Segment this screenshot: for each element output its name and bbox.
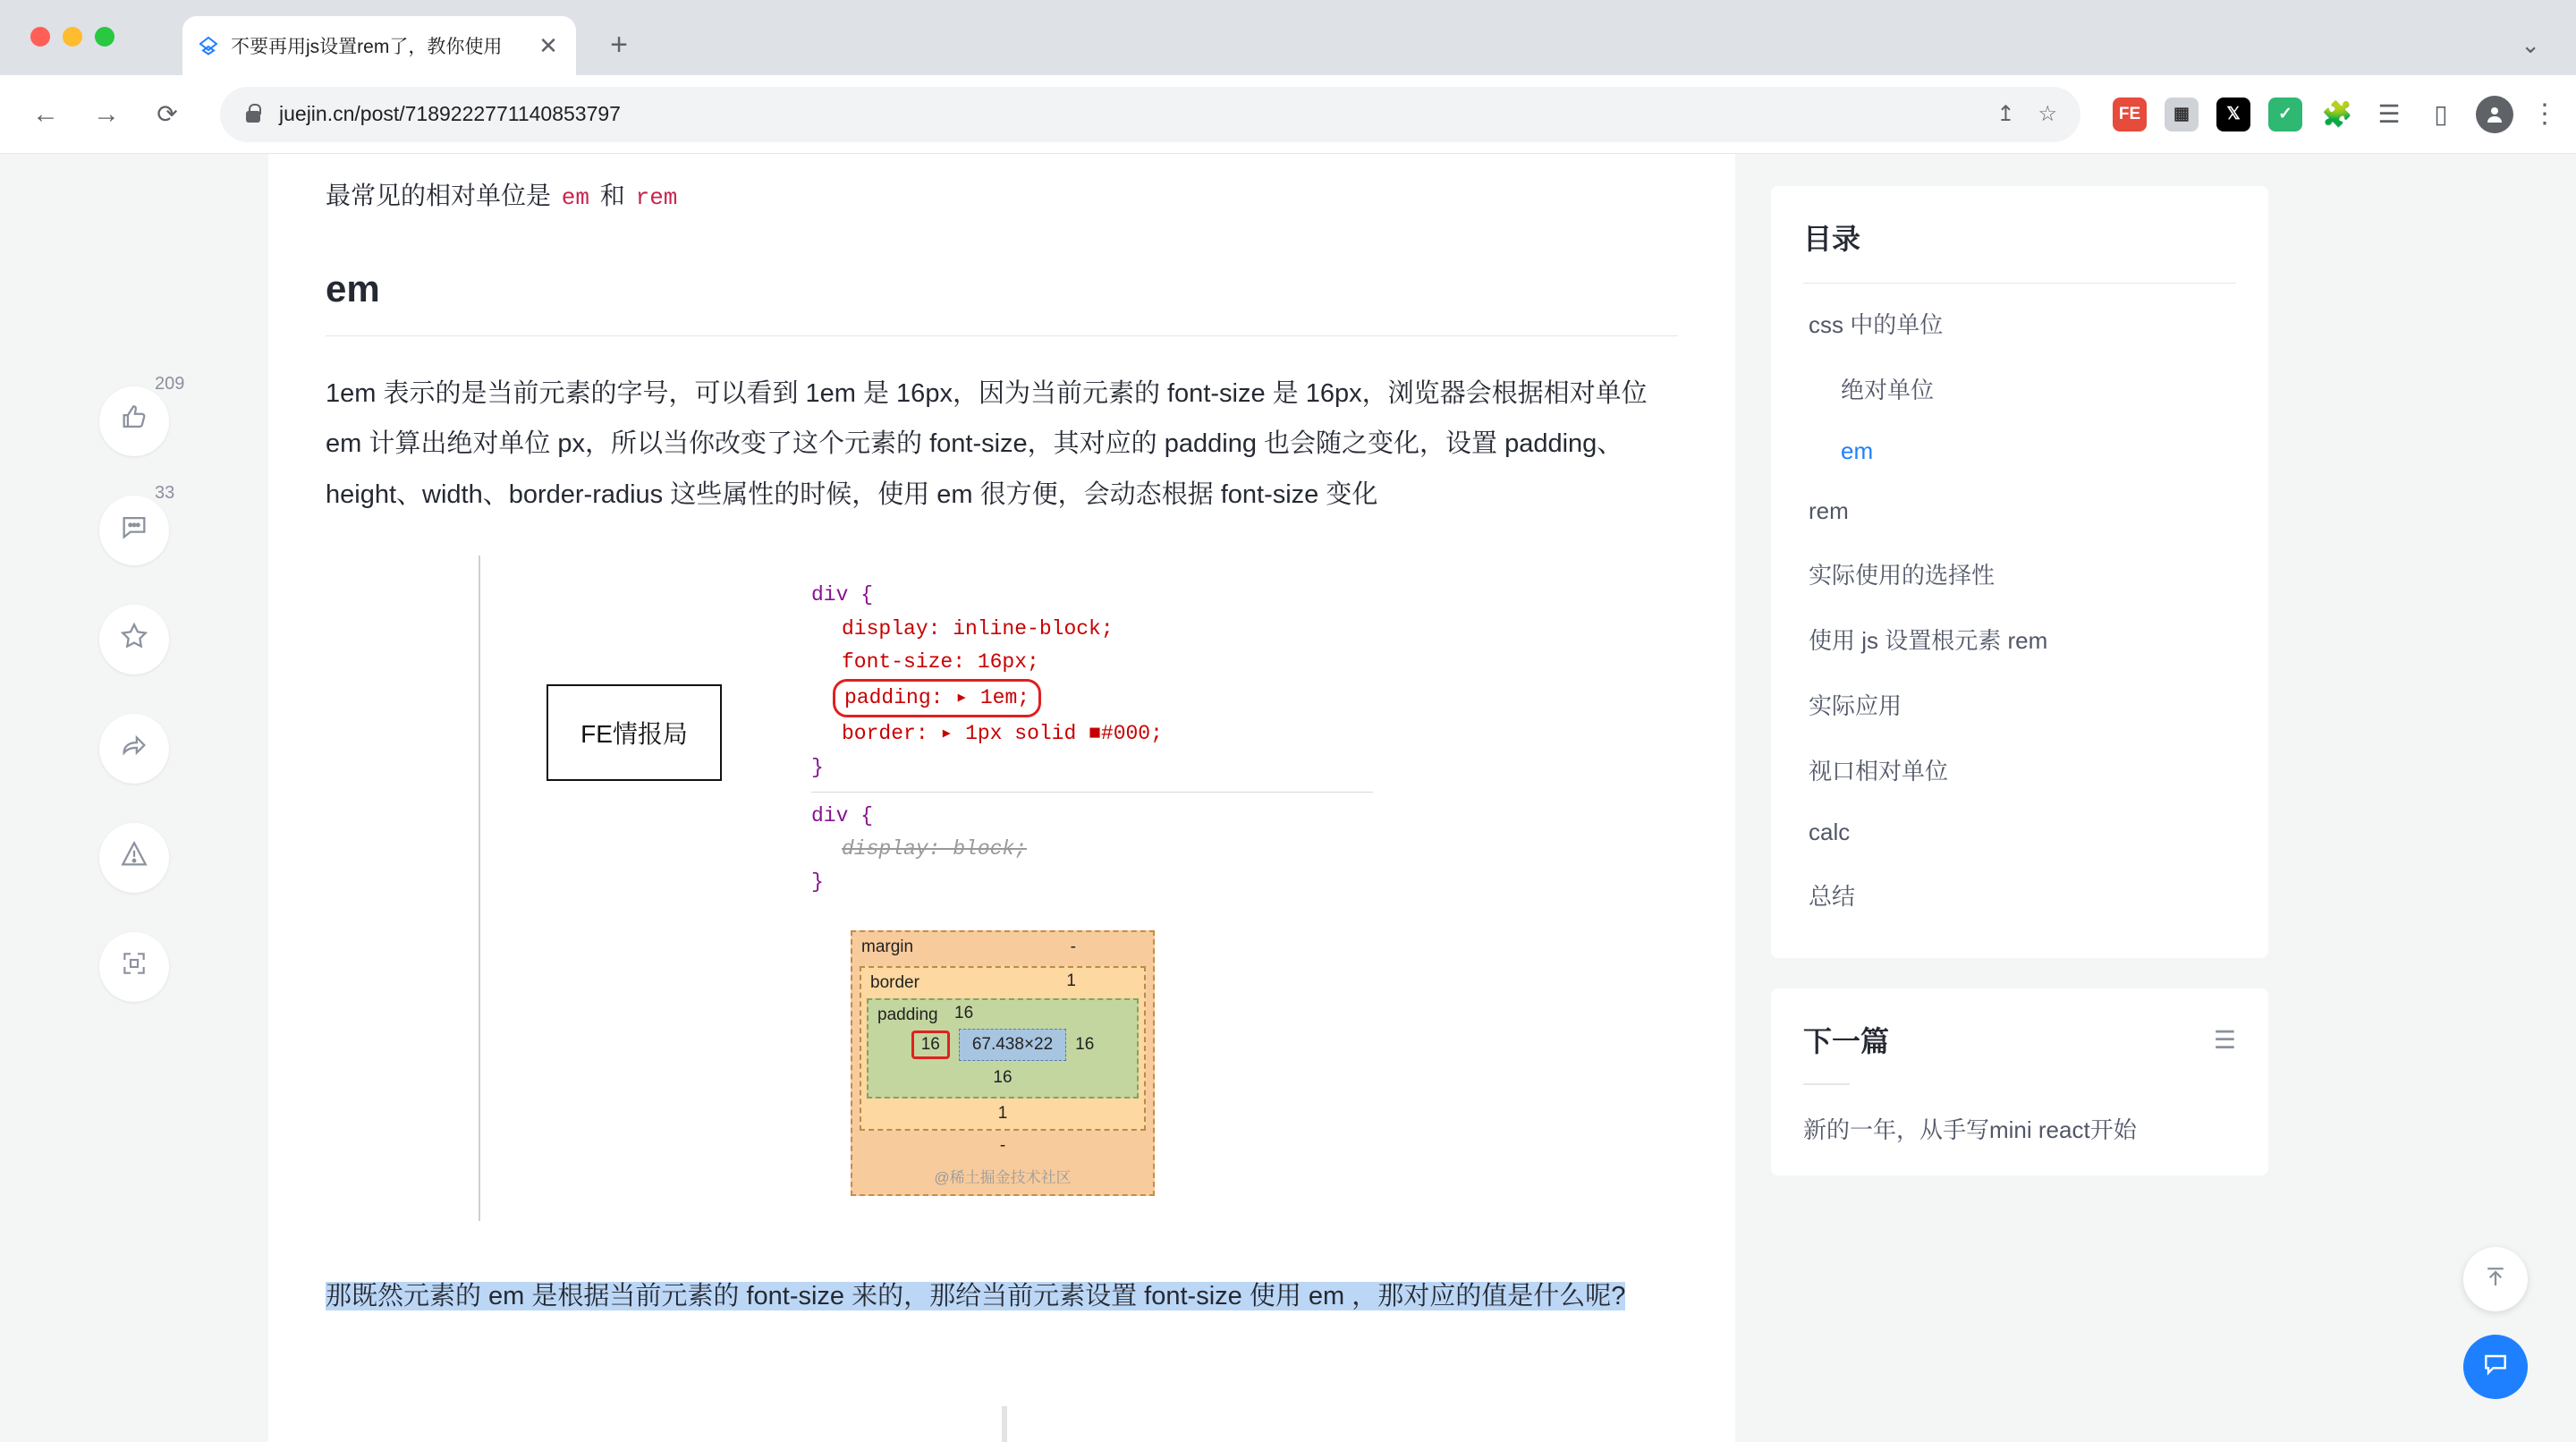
box-model-border-area xyxy=(860,966,1146,1131)
toc-item-absolute-units[interactable]: 绝对单位 xyxy=(1841,377,1935,403)
box-model-padding-value: 16 xyxy=(954,1003,974,1022)
report-button[interactable] xyxy=(99,823,169,893)
css-rule2-selector: div { xyxy=(811,803,874,827)
star-icon xyxy=(119,621,149,658)
css-decl-display-overridden: display: block; xyxy=(842,837,1028,861)
toc-item-calc[interactable]: calc xyxy=(1809,819,1851,845)
next-article-title: 下一篇 xyxy=(1803,1025,1890,1057)
share-arrow-icon xyxy=(119,730,149,768)
browser-menu-icon[interactable]: ⋮ xyxy=(2531,99,2558,129)
comment-icon xyxy=(119,512,149,549)
back-to-top-button[interactable] xyxy=(2463,1247,2528,1311)
chat-bubble-icon xyxy=(2481,1349,2510,1385)
chat-button[interactable] xyxy=(2463,1335,2528,1399)
box-model-margin-bottom: - xyxy=(999,1135,1006,1155)
lead-line xyxy=(326,174,1678,219)
fe-extension-icon[interactable]: FE xyxy=(2113,98,2147,131)
toc-item-selection[interactable]: 实际使用的选择性 xyxy=(1809,562,1996,589)
article-body xyxy=(268,154,1735,1442)
box-model-margin-label: margin xyxy=(861,937,914,956)
box-model-border-bottom: 1 xyxy=(997,1103,1008,1123)
url-text: juejin.cn/post/7189222771140853797 xyxy=(279,102,621,125)
reading-list-icon[interactable]: ☰ xyxy=(2377,100,2401,128)
css-decl-font-size: font-size: 16px; xyxy=(842,649,1039,674)
scroll-indicator xyxy=(1002,1406,1007,1442)
fullscreen-icon xyxy=(120,949,148,985)
devtools-styles-pane xyxy=(811,579,1373,899)
reload-button[interactable]: ⟳ xyxy=(157,100,178,128)
arrow-up-icon xyxy=(2482,1263,2509,1296)
side-panel-icon[interactable]: ▯ xyxy=(2434,100,2448,128)
toc-item-em[interactable]: em xyxy=(1803,421,2236,481)
toc-title: 目录 xyxy=(1803,223,1861,255)
lead-mid: 和 xyxy=(599,182,625,209)
close-window-button[interactable] xyxy=(30,27,50,47)
next-divider xyxy=(1803,1083,1850,1085)
comment-button[interactable] xyxy=(99,483,175,565)
tab-list-icon[interactable]: ⌄ xyxy=(2521,31,2540,58)
toc-item-viewport-units[interactable]: 视口相对单位 xyxy=(1809,758,1949,785)
inline-code-rem: rem xyxy=(632,184,682,211)
figure-watermark: @稀土掘金技术社区 xyxy=(934,1168,1072,1186)
maximize-window-button[interactable] xyxy=(95,27,114,47)
action-rail xyxy=(0,154,268,1442)
box-model-border-label: border xyxy=(870,972,919,992)
inline-code-em: em xyxy=(558,184,593,211)
list-icon[interactable]: ☰ xyxy=(2213,1025,2236,1054)
css-decl-border: border: ▸ 1px solid ■#000; xyxy=(842,722,1163,746)
window-controls xyxy=(30,27,114,47)
toc-item-summary[interactable]: 总结 xyxy=(1809,883,1856,910)
tab-bar xyxy=(0,0,2576,75)
new-tab-button[interactable]: + xyxy=(610,28,628,62)
qr-extension-icon[interactable]: ▦ xyxy=(2165,98,2199,131)
share-button[interactable] xyxy=(99,714,169,784)
browser-toolbar xyxy=(0,75,2576,154)
address-bar[interactable] xyxy=(220,87,2080,142)
minimize-window-button[interactable] xyxy=(63,27,82,47)
css-rule1-selector: div { xyxy=(811,583,874,607)
box-model-padding-label: padding xyxy=(877,1005,938,1024)
lead-prefix: 最常见的相对单位是 xyxy=(326,182,552,209)
like-count: 209 xyxy=(155,374,185,394)
lock-icon xyxy=(243,103,263,126)
box-model-margin-value: - xyxy=(1070,937,1076,956)
toc-divider xyxy=(1803,283,2236,284)
box-model-border-value: 1 xyxy=(1066,971,1076,990)
toc-item-rem[interactable]: rem xyxy=(1809,497,1849,524)
box-model-content-size: 67.438×22 xyxy=(959,1029,1066,1061)
v-extension-icon[interactable]: ✓ xyxy=(2268,98,2302,131)
box-model-padding-area xyxy=(867,998,1139,1098)
warning-icon xyxy=(119,839,149,877)
bookmark-icon[interactable]: ☆ xyxy=(2038,102,2057,126)
tab-title: 不要再用js设置rem了，教你使用 xyxy=(231,37,503,57)
fe-sample-box: FE情报局 xyxy=(547,684,722,781)
like-button[interactable] xyxy=(99,374,185,456)
box-model-padding-bottom: 16 xyxy=(993,1067,1013,1087)
toc-item-css-units[interactable]: css 中的单位 xyxy=(1809,311,1944,338)
box-model-diagram xyxy=(851,930,1155,1196)
close-tab-icon[interactable]: ✕ xyxy=(538,31,558,59)
css-rule2-close: } xyxy=(811,870,824,895)
back-button[interactable]: ← xyxy=(32,98,59,129)
next-article-card xyxy=(1771,988,2268,1175)
puzzle-extension-icon[interactable]: 🧩 xyxy=(2321,100,2353,128)
extension-bar xyxy=(2113,96,2558,133)
css-rule1-close: } xyxy=(811,755,824,779)
juejin-logo-icon xyxy=(197,34,220,57)
share-icon[interactable]: ↥ xyxy=(1996,102,2015,126)
comment-count: 33 xyxy=(155,483,175,503)
collect-button[interactable] xyxy=(99,605,169,674)
section-heading-em: em xyxy=(326,267,1678,336)
css-decl-padding: padding: ▸ 1em; xyxy=(833,679,1041,717)
fullscreen-button[interactable] xyxy=(99,932,169,1002)
x-extension-icon[interactable]: 𝕏 xyxy=(2216,98,2250,131)
toc-item-practical[interactable]: 实际应用 xyxy=(1809,692,1902,719)
page-content xyxy=(0,154,2576,1442)
next-article-link[interactable]: 新的一年，从手写mini react开始 xyxy=(1803,1116,2137,1143)
right-sidebar xyxy=(1735,154,2308,1442)
box-model-padding-left: 16 xyxy=(911,1031,950,1059)
toc-card xyxy=(1771,186,2268,958)
highlighted-text: 那既然元素的 em 是根据当前元素的 font-size 来的，那给当前元素设置 font-size 使用 em ，那对应的值是什么呢? xyxy=(326,1281,1626,1311)
thumbs-up-icon xyxy=(119,403,149,440)
browser-tab[interactable] xyxy=(182,16,576,75)
highlighted-paragraph xyxy=(326,1271,1678,1322)
css-decl-display: display: inline-block; xyxy=(842,616,1114,640)
forward-button[interactable]: → xyxy=(93,98,120,129)
profile-avatar[interactable] xyxy=(2476,96,2513,133)
figure-devtools-screenshot xyxy=(479,556,1525,1220)
article-paragraph: 1em 表示的是当前元素的字号，可以看到 1em 是 16px，因为当前元素的 font-size 是 16px，浏览器会根据相对单位 em 计算出绝对单位 px，所以当你改变了这个元素的 font-size，其对应的 padding 也会随之变化，设置 padding、height、width、border-radius 这些属性的时候，使用 em 很方便，会动态根据 font-size 变化 xyxy=(326,378,1648,509)
box-model-padding-right: 16 xyxy=(1075,1034,1095,1054)
toc-item-js-root-rem[interactable]: 使用 js 设置根元素 rem xyxy=(1809,627,2048,654)
